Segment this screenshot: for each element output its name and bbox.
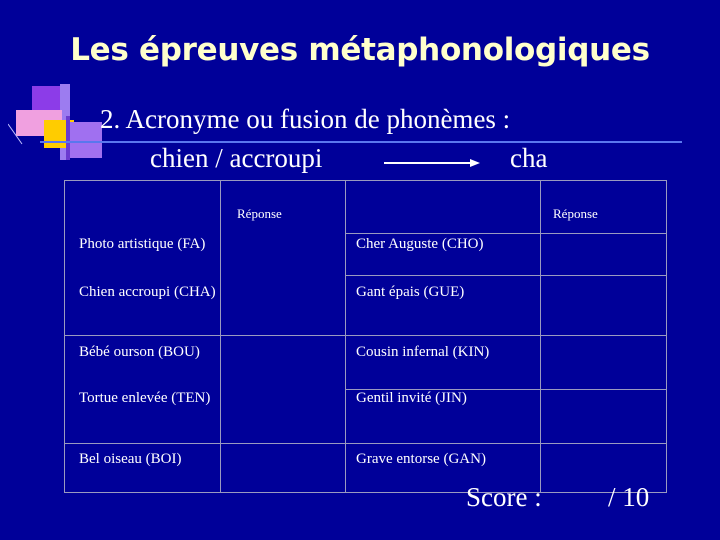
- exercise-table: [64, 180, 667, 493]
- slide-title: Les épreuves métaphonologiques: [70, 32, 650, 68]
- score-total: / 10: [608, 482, 650, 512]
- subtitle-example-answer: cha: [510, 143, 548, 173]
- arrow-right-icon: [382, 159, 482, 167]
- header-reponse-left: Réponse: [237, 206, 282, 221]
- list-item: Bébé ourson (BOU): [79, 344, 200, 360]
- decorative-squares-graphic: [8, 84, 108, 160]
- list-item: Gant épais (GUE): [356, 284, 465, 300]
- header-reponse-right: Réponse: [553, 206, 598, 221]
- list-item: Photo artistique (FA): [79, 236, 206, 252]
- subtitle-line-2: [150, 143, 620, 174]
- list-item: Grave entorse (GAN): [356, 451, 486, 467]
- score-label: Score :: [466, 482, 542, 512]
- list-item: Bel oiseau (BOI): [79, 451, 182, 467]
- subtitle-example-words: chien / accroupi: [150, 143, 323, 173]
- list-item: Cousin infernal (KIN): [356, 344, 490, 360]
- list-item: Cher Auguste (CHO): [356, 236, 484, 252]
- list-item: Tortue enlevée (TEN): [79, 390, 211, 406]
- subtitle-line-1: 2. Acronyme ou fusion de phonèmes :: [100, 104, 511, 134]
- list-item: Gentil invité (JIN): [356, 390, 467, 406]
- list-item: Chien accroupi (CHA): [79, 284, 216, 300]
